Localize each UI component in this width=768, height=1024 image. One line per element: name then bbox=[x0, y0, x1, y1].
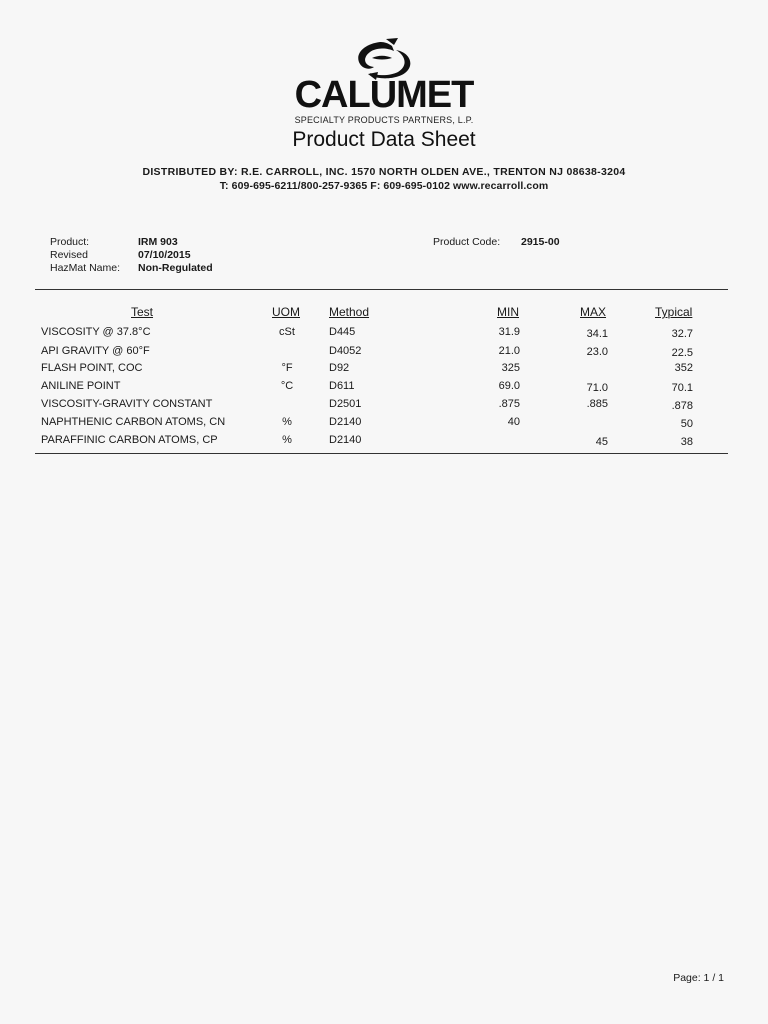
product-label: Product: bbox=[50, 236, 90, 248]
hazmat-value: Non-Regulated bbox=[138, 262, 213, 274]
table-top-rule bbox=[35, 289, 728, 290]
typical-value: 32.7 bbox=[671, 328, 693, 340]
min-value: .875 bbox=[498, 398, 520, 410]
test-name: ANILINE POINT bbox=[41, 380, 121, 392]
header-typical: Typical bbox=[655, 305, 693, 319]
table-row bbox=[0, 345, 768, 363]
method-value: D2140 bbox=[329, 416, 362, 428]
table-row bbox=[0, 416, 768, 434]
test-name: VISCOSITY-GRAVITY CONSTANT bbox=[41, 398, 213, 410]
typical-value: 352 bbox=[674, 362, 693, 374]
min-value: 40 bbox=[507, 416, 520, 428]
max-value: 34.1 bbox=[586, 328, 608, 340]
brand-name: CALUMET bbox=[294, 74, 474, 116]
test-name: VISCOSITY @ 37.8°C bbox=[41, 326, 151, 338]
table-row bbox=[0, 434, 768, 452]
test-name: API GRAVITY @ 60°F bbox=[41, 345, 150, 357]
header-method: Method bbox=[329, 305, 370, 319]
method-value: D2501 bbox=[329, 398, 362, 410]
revised-value: 07/10/2015 bbox=[138, 249, 191, 261]
product-code-label: Product Code: bbox=[433, 236, 501, 248]
test-name: FLASH POINT, COC bbox=[41, 362, 143, 374]
page-number: Page: 1 / 1 bbox=[673, 972, 724, 984]
product-value: IRM 903 bbox=[138, 236, 178, 248]
uom-value: % bbox=[282, 434, 292, 446]
method-value: D2140 bbox=[329, 434, 362, 446]
revised-label: Revised bbox=[50, 249, 88, 261]
table-row bbox=[0, 380, 768, 398]
uom-value: cSt bbox=[279, 326, 295, 338]
method-value: D611 bbox=[329, 380, 355, 392]
max-value: 45 bbox=[595, 436, 608, 448]
table-row bbox=[0, 362, 768, 380]
uom-value: % bbox=[282, 416, 292, 428]
test-name: PARAFFINIC CARBON ATOMS, CP bbox=[41, 434, 218, 446]
method-value: D4052 bbox=[329, 345, 362, 357]
uom-value: °F bbox=[281, 362, 293, 374]
typical-value: .878 bbox=[671, 400, 693, 412]
header-max: MAX bbox=[580, 305, 607, 319]
table-row bbox=[0, 398, 768, 416]
header-min: MIN bbox=[497, 305, 519, 319]
document-title: Product Data Sheet bbox=[292, 128, 476, 151]
min-value: 21.0 bbox=[498, 345, 520, 357]
distributor-contact: T: 609-695-6211/800-257-9365 F: 609-695-0102 www.recarroll.com bbox=[219, 180, 549, 192]
max-value: 71.0 bbox=[586, 382, 608, 394]
brand-subtitle: SPECIALTY PRODUCTS PARTNERS, L.P. bbox=[294, 115, 474, 125]
max-value: 23.0 bbox=[586, 346, 608, 358]
min-value: 31.9 bbox=[498, 326, 520, 338]
header-uom: UOM bbox=[272, 305, 300, 319]
hazmat-label: HazMat Name: bbox=[50, 262, 121, 274]
uom-value: °C bbox=[280, 380, 294, 392]
typical-value: 50 bbox=[680, 418, 693, 430]
method-value: D445 bbox=[329, 326, 356, 338]
header-test: Test bbox=[131, 305, 154, 319]
min-value: 325 bbox=[501, 362, 520, 374]
table-bottom-rule bbox=[35, 453, 728, 454]
table-row bbox=[0, 326, 768, 344]
typical-value: 38 bbox=[680, 436, 693, 448]
distributor-address: DISTRIBUTED BY: R.E. CARROLL, INC. 1570 NORTH OLDEN AVE., TRENTON NJ 08638-3204 bbox=[142, 166, 626, 178]
min-value: 69.0 bbox=[498, 380, 520, 392]
test-name: NAPHTHENIC CARBON ATOMS, CN bbox=[41, 416, 226, 428]
typical-value: 70.1 bbox=[671, 382, 693, 394]
typical-value: 22.5 bbox=[671, 347, 693, 359]
method-value: D92 bbox=[329, 362, 350, 374]
product-code-value: 2915-00 bbox=[521, 236, 560, 248]
max-value: .885 bbox=[586, 398, 608, 410]
